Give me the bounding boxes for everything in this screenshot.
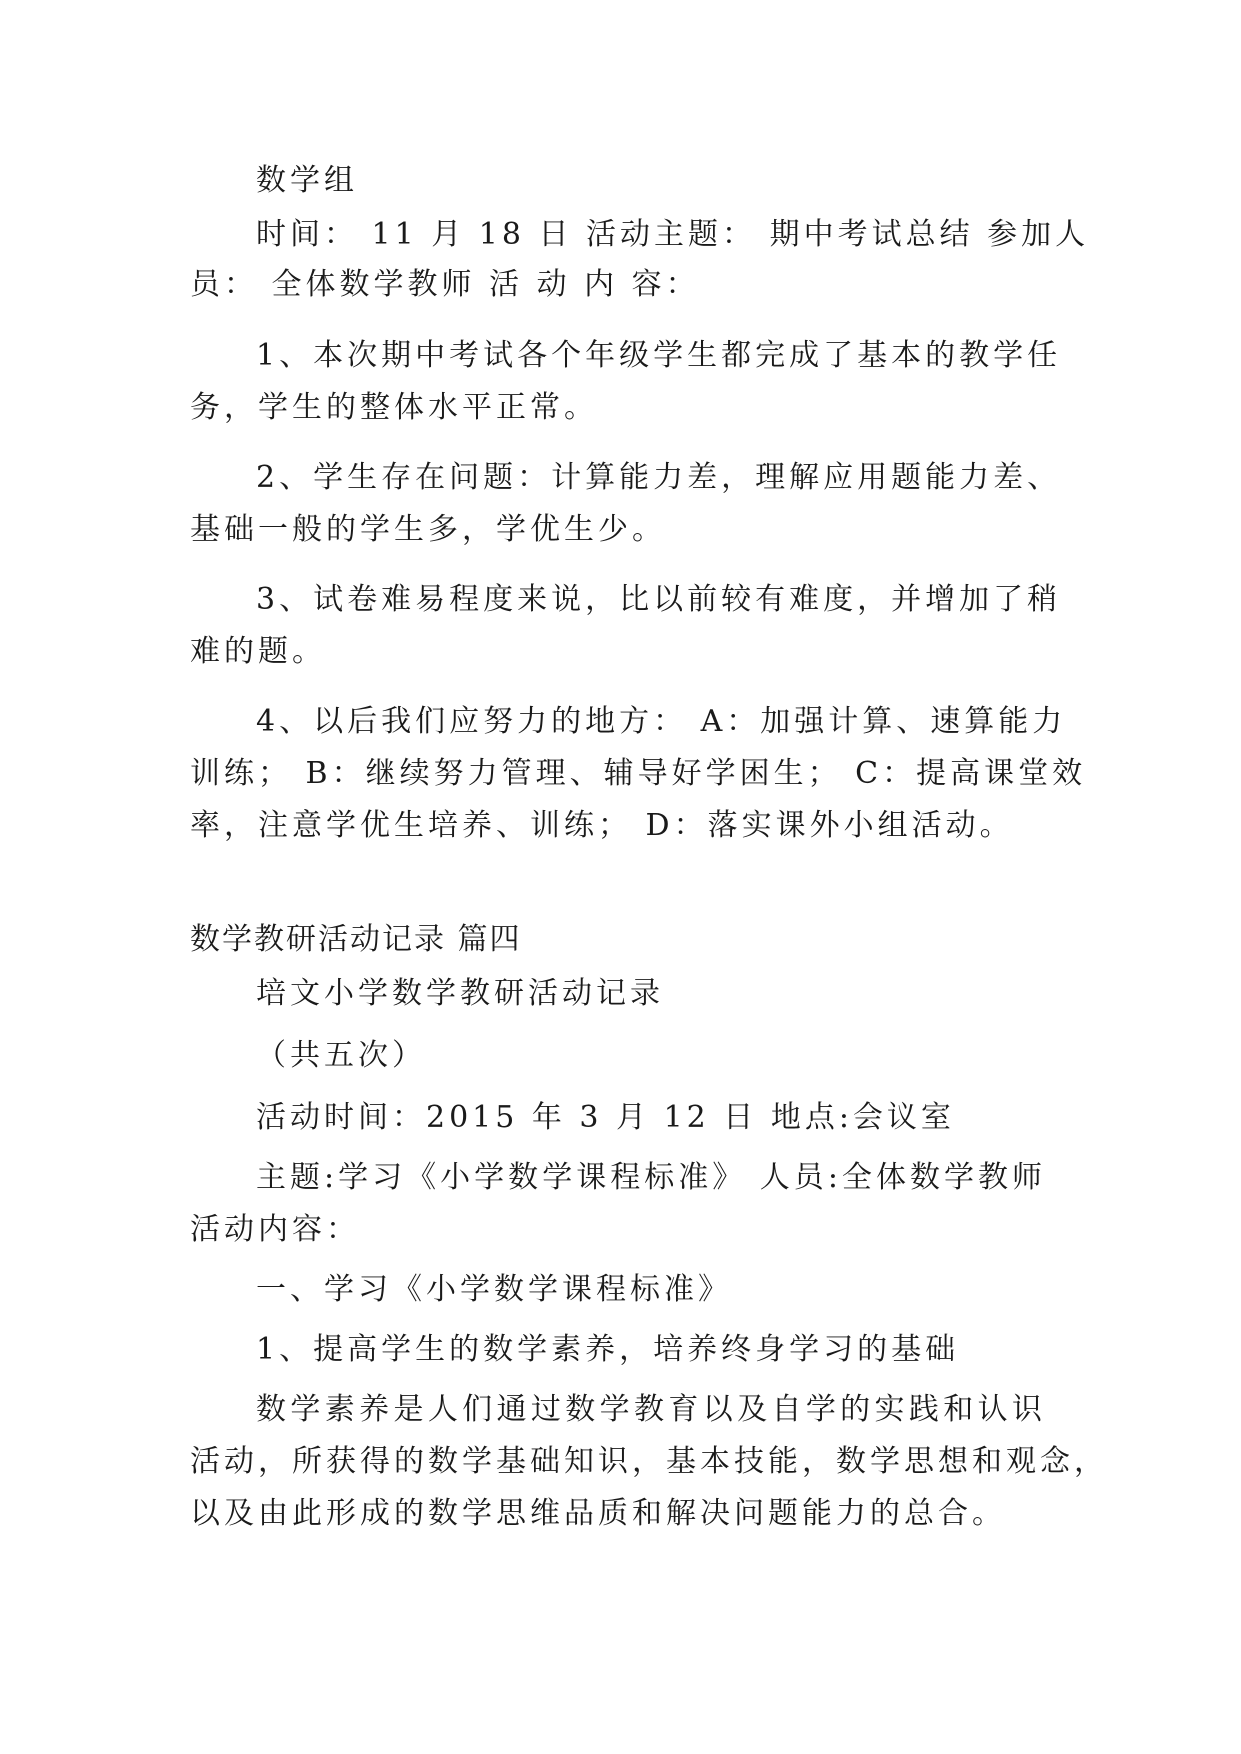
activity-topic-line: 主题:学习《小学数学课程标准》 人员:全体数学教师	[256, 1160, 1046, 1195]
item-1-line-1: 1、本次期中考试各个年级学生都完成了基本的教学任	[256, 338, 1062, 373]
section-heading: 数学教研活动记录 篇四	[190, 922, 522, 957]
activity-content-label: 活动内容：	[190, 1212, 360, 1247]
paragraph-line-1: 数学素养是人们通过数学教育以及自学的实践和认识	[256, 1392, 1046, 1427]
point-one-line: 1、提高学生的数学素养，培养终身学习的基础	[256, 1332, 960, 1367]
meeting-info-line-1: 时间： 11 月 18 日 活动主题： 期中考试总结 参加人	[256, 217, 1090, 252]
item-2-line-2: 基础一般的学生多，学优生少。	[190, 512, 666, 547]
item-3-line-1: 3、试卷难易程度来说，比以前较有难度，并增加了稍	[256, 582, 1062, 617]
item-3-line-2: 难的题。	[190, 634, 326, 669]
part-one-heading: 一、学习《小学数学课程标准》	[256, 1272, 732, 1307]
item-1-line-2: 务，学生的整体水平正常。	[190, 390, 598, 425]
group-label: 数学组	[256, 163, 358, 198]
item-4-line-2: 训练； B：继续努力管理、辅导好学困生； C：提高课堂效	[190, 756, 1087, 791]
item-2-line-1: 2、学生存在问题：计算能力差，理解应用题能力差、	[256, 460, 1062, 495]
activity-time-place: 活动时间：2015 年 3 月 12 日 地点:会议室	[256, 1100, 955, 1135]
item-4-line-3: 率，注意学优生培养、训练； D：落实课外小组活动。	[190, 808, 1014, 843]
record-title: 培文小学数学教研活动记录	[256, 976, 664, 1011]
record-count-note: （共五次）	[256, 1038, 426, 1073]
item-4-line-1: 4、以后我们应努力的地方： A：加强计算、速算能力	[256, 704, 1067, 739]
paragraph-line-2: 活动，所获得的数学基础知识，基本技能，数学思想和观念，	[190, 1444, 1108, 1479]
meeting-info-line-2: 员： 全体数学教师 活 动 内 容：	[190, 267, 700, 302]
paragraph-line-3: 以及由此形成的数学思维品质和解决问题能力的总合。	[190, 1496, 1006, 1531]
